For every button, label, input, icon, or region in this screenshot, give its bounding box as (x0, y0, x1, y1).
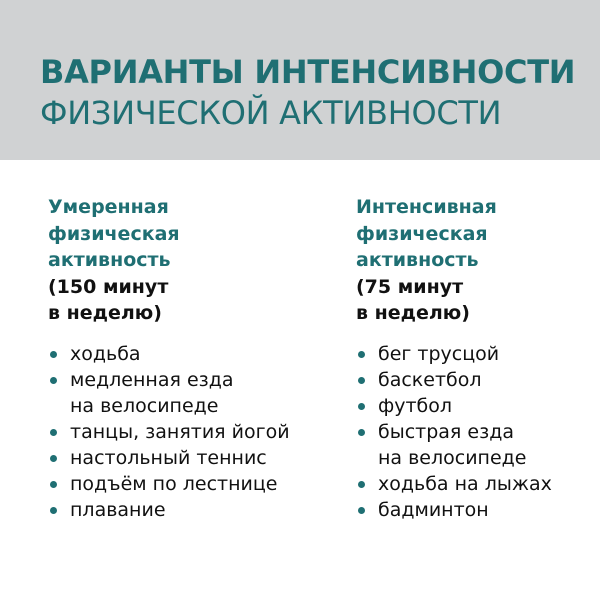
list-item (48, 341, 333, 367)
list-item-text: плавание (70, 498, 166, 521)
vigorous-title-line: активность (356, 249, 479, 271)
vigorous-title (356, 194, 596, 274)
list-item-text: бег трусцой (378, 342, 500, 365)
list-item (356, 497, 596, 523)
bullet-icon (358, 403, 365, 410)
bullet-icon (50, 481, 57, 488)
vigorous-duration (356, 274, 596, 327)
bullet-icon (50, 507, 57, 514)
vigorous-title-line: Интенсивная (356, 196, 497, 218)
list-item (48, 367, 333, 419)
list-item-text: ходьба (70, 342, 141, 365)
list-item (356, 471, 596, 497)
bullet-icon (358, 429, 365, 436)
header-banner (0, 0, 600, 160)
page-subtitle: ФИЗИЧЕСКОЙ АКТИВНОСТИ (40, 94, 502, 132)
bullet-icon (358, 481, 365, 488)
moderate-title (48, 194, 333, 274)
list-item-text: подъём по лестнице (70, 472, 278, 495)
vigorous-duration-line: (75 минут (356, 275, 464, 298)
list-item (48, 419, 333, 445)
moderate-duration-line: в неделю) (48, 302, 162, 324)
moderate-duration (48, 274, 333, 327)
list-item (356, 393, 596, 419)
list-item (356, 419, 596, 471)
list-item-text: быстрая езда (378, 420, 514, 443)
list-item-text: настольный теннис (70, 446, 267, 469)
bullet-icon (358, 377, 365, 384)
list-item-text: ходьба на лыжах (378, 472, 552, 495)
list-item (48, 471, 333, 497)
bullet-icon (50, 351, 57, 358)
list-item (48, 445, 333, 471)
list-item (356, 367, 596, 393)
moderate-title-line: активность (48, 249, 171, 271)
bullet-icon (358, 351, 365, 358)
vigorous-activity-column (356, 194, 596, 523)
vigorous-title-line: физическая (356, 222, 488, 245)
list-item-text: танцы, занятия йогой (70, 420, 290, 443)
bullet-icon (50, 377, 57, 384)
bullet-icon (358, 507, 365, 514)
list-item (48, 497, 333, 523)
moderate-activity-list (48, 341, 333, 523)
list-item-text: медленная езда (70, 368, 234, 391)
moderate-title-line: Умеренная (48, 196, 169, 218)
list-item (356, 341, 596, 367)
vigorous-activity-list (356, 341, 596, 523)
moderate-duration-line: (150 минут (48, 275, 169, 298)
list-item-text: футбол (378, 394, 453, 417)
list-item-text: бадминтон (378, 498, 489, 521)
list-item-text: на велосипеде (378, 446, 527, 469)
moderate-activity-column (48, 194, 333, 523)
page-title: ВАРИАНТЫ ИНТЕНСИВНОСТИ (40, 53, 576, 91)
bullet-icon (50, 455, 57, 462)
bullet-icon (50, 429, 57, 436)
list-item-text: на велосипеде (70, 394, 219, 417)
moderate-title-line: физическая (48, 222, 180, 245)
list-item-text: баскетбол (378, 368, 482, 391)
vigorous-duration-line: в неделю) (356, 302, 470, 324)
